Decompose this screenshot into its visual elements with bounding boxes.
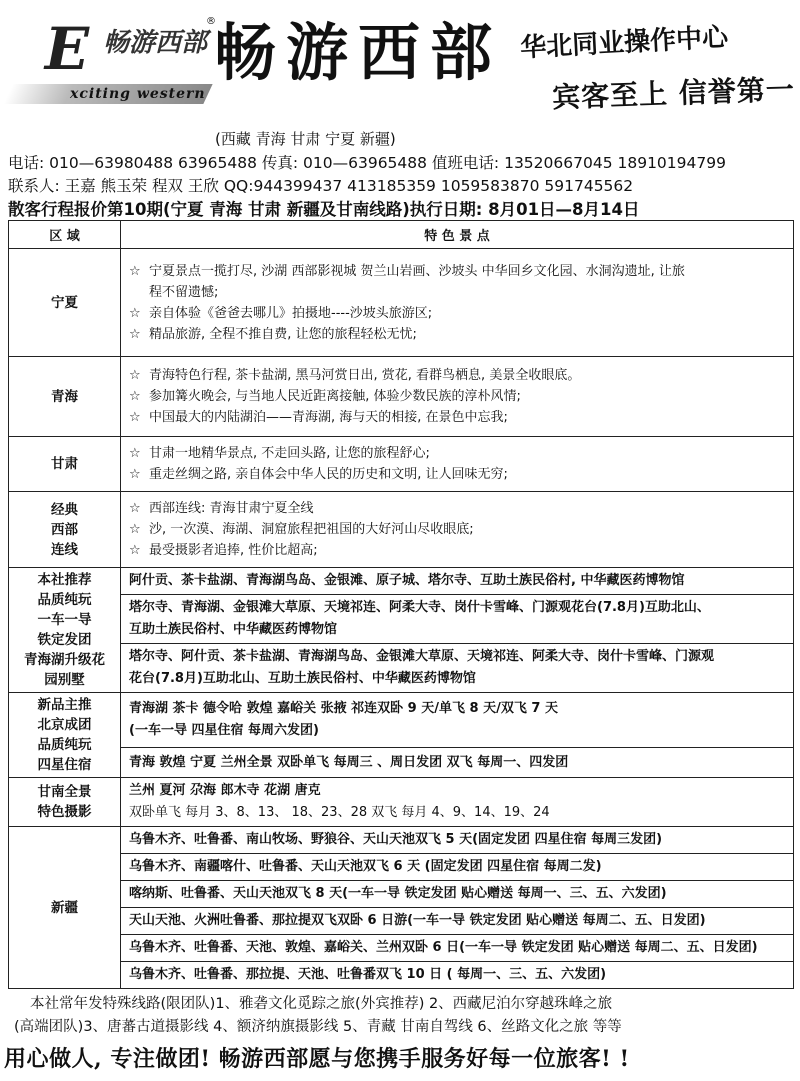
route-cell: 青海 敦煌 宁夏 兰州全景 双卧单飞 每周三 、周日发团 双飞 每周一、四发团 bbox=[121, 748, 794, 778]
table-row bbox=[9, 962, 794, 989]
registered-mark: ® bbox=[206, 16, 216, 27]
logo-chinese-name: 畅游西部 bbox=[103, 28, 208, 58]
route-cell: 青海湖 茶卡 德令哈 敦煌 嘉峪关 张掖 祁连双卧 9 天/单飞 8 天/双飞 7 天 (一车一导 四星住宿 每周六发团) bbox=[121, 693, 794, 748]
region-recommend: 本社推荐 品质纯玩 一车一导 铁定发团 青海湖升级花 园别墅 bbox=[9, 568, 121, 693]
page-header bbox=[0, 0, 800, 125]
region-classic-west: 经典 西部 连线 bbox=[9, 492, 121, 568]
list-item: ☆ 最受摄影者追捧, 性价比超高; bbox=[129, 540, 785, 561]
operations-center: 华北同业操作中心 bbox=[519, 22, 729, 64]
star-icon: ☆ bbox=[129, 305, 141, 321]
special-routes-line-2: (高端团队)3、唐蕃古道摄影线 4、额济纳旗摄影线 5、青藏 甘南自驾线 6、丝路文化之旅 等等 bbox=[14, 1019, 622, 1035]
region-ningxia: 宁夏 bbox=[9, 249, 121, 357]
logo-letter: E bbox=[44, 15, 90, 83]
list-item: ☆ 青海特色行程, 茶卡盐湖, 黑马河赏日出, 赏花, 看群鸟栖息, 美景全收眼底。 bbox=[129, 365, 785, 386]
list-item: ☆ 沙, 一次漠、海湖、洞窟旅程把祖国的大好河山尽收眼底; bbox=[129, 519, 785, 540]
list-item: ☆ 中国最大的内陆湖泊——青海湖, 海与天的相接, 在景色中忘我; bbox=[129, 407, 785, 428]
features-qinghai bbox=[121, 357, 794, 437]
features-ningxia bbox=[121, 249, 794, 357]
region-list: (西藏 青海 甘肃 宁夏 新疆) bbox=[215, 130, 396, 148]
list-item: ☆ 亲自体验《爸爸去哪儿》拍摄地----沙坡头旅游区; bbox=[129, 303, 785, 324]
list-item: ☆ 宁夏景点一揽打尽, 沙湖 西部影视城 贺兰山岩画、沙坡头 中华回乡文化园、水洞沟遗址, 让旅 bbox=[129, 261, 785, 282]
star-icon: ☆ bbox=[129, 501, 141, 516]
route-cell: 乌鲁木齐、吐鲁番、南山牧场、野狼谷、天山天池双飞 5 天(固定发团 四星住宿 每周三发团) bbox=[121, 827, 794, 854]
route-cell: 兰州 夏河 尕海 郎木寺 花湖 唐克 双卧单飞 每月 3、8、13、 18、23、28 双飞 每月 4、9、14、19、24 bbox=[121, 778, 794, 827]
logo-english-name: xciting western bbox=[70, 86, 206, 102]
list-item: ☆ 甘肃一地精华景点, 不走回头路, 让您的旅程舒心; bbox=[129, 443, 785, 464]
star-icon: ☆ bbox=[129, 446, 141, 461]
table-row bbox=[9, 644, 794, 693]
itinerary-table bbox=[8, 220, 794, 989]
table-row bbox=[9, 827, 794, 854]
star-icon: ☆ bbox=[129, 543, 141, 558]
table-row bbox=[9, 437, 794, 492]
list-item: ☆ 精品旅游, 全程不推自费, 让您的旅程轻松无忧; bbox=[129, 324, 785, 345]
route-cell: 乌鲁木齐、吐鲁番、天池、敦煌、嘉峪关、兰州双卧 6 日(一车一导 铁定发团 贴心赠送 每周二、五、日发团) bbox=[121, 935, 794, 962]
star-icon: ☆ bbox=[129, 263, 141, 279]
company-logo bbox=[8, 6, 216, 114]
star-icon: ☆ bbox=[129, 522, 141, 537]
table-header-row bbox=[9, 221, 794, 249]
table-row bbox=[9, 908, 794, 935]
table-row bbox=[9, 492, 794, 568]
table-row bbox=[9, 778, 794, 827]
region-xinjiang: 新疆 bbox=[9, 827, 121, 989]
special-routes-line-1: 本社常年发特殊线路(限团队)1、雅砻文化觅踪之旅(外宾推荐) 2、西藏尼泊尔穿越珠峰之旅 bbox=[30, 996, 613, 1012]
region-new-product: 新品主推 北京成团 品质纯玩 四星住宿 bbox=[9, 693, 121, 778]
route-cell: 天山天池、火洲吐鲁番、那拉提双飞双卧 6 日游(一车一导 铁定发团 贴心赠送 每周二、五、日发团) bbox=[121, 908, 794, 935]
contact-line: 联系人: 王嘉 熊玉荣 程双 王欣 QQ:944399437 413185359 1059583870 591745562 bbox=[8, 177, 634, 195]
brand-title: 畅游西部 bbox=[214, 16, 503, 89]
route-cell: 塔尔寺、青海湖、金银滩大草原、天境祁连、阿柔大寺、岗什卡雪峰、门源观花台(7.8月)互助北山、 互助土族民俗村、中华藏医药博物馆 bbox=[121, 595, 794, 644]
table-row bbox=[9, 854, 794, 881]
table-row bbox=[9, 249, 794, 357]
price-list-title: 散客行程报价第10期(宁夏 青海 甘肃 新疆及甘南线路)执行日期: 8月01日—8月14日 bbox=[8, 200, 640, 219]
star-icon: ☆ bbox=[129, 326, 141, 342]
region-column-header: 区 域 bbox=[9, 221, 121, 249]
header-slogan: 宾客至上 信誉第一 bbox=[551, 72, 796, 115]
table-row bbox=[9, 748, 794, 778]
feature-column-header: 特 色 景 点 bbox=[121, 221, 794, 249]
route-cell: 阿什贡、茶卡盐湖、青海湖鸟岛、金银滩、原子城、塔尔寺、互助土族民俗村, 中华藏医药博物馆 bbox=[121, 568, 794, 595]
region-gansu: 甘肃 bbox=[9, 437, 121, 492]
star-icon: ☆ bbox=[129, 410, 141, 425]
table-row bbox=[9, 568, 794, 595]
footer-slogan: 用心做人, 专注做团! 畅游西部愿与您携手服务好每一位旅客! ! bbox=[4, 1046, 630, 1072]
route-cell: 塔尔寺、阿什贡、茶卡盐湖、青海湖鸟岛、金银滩大草原、天境祁连、阿柔大寺、岗什卡雪峰、门源观 花台(7.8月)互助北山、互助土族民俗村、中华藏医药博物馆 bbox=[121, 644, 794, 693]
features-classic-west bbox=[121, 492, 794, 568]
star-icon: ☆ bbox=[129, 389, 141, 404]
region-gannan: 甘南全景 特色摄影 bbox=[9, 778, 121, 827]
route-cell: 乌鲁木齐、南疆喀什、吐鲁番、天山天池双飞 6 天 (固定发团 四星住宿 每周二发) bbox=[121, 854, 794, 881]
star-icon: ☆ bbox=[129, 368, 141, 383]
table-row bbox=[9, 595, 794, 644]
phone-line: 电话: 010—63980488 63965488 传真: 010—63965488 值班电话: 13520667045 18910194799 bbox=[8, 154, 726, 172]
region-qinghai: 青海 bbox=[9, 357, 121, 437]
table-row bbox=[9, 693, 794, 748]
table-row bbox=[9, 881, 794, 908]
route-cell: 乌鲁木齐、吐鲁番、那拉提、天池、吐鲁番双飞 10 日 ( 每周一、三、五、六发团) bbox=[121, 962, 794, 989]
list-item: ☆ 西部连线: 青海甘肃宁夏全线 bbox=[129, 498, 785, 519]
features-gansu bbox=[121, 437, 794, 492]
list-item: ☆ 参加篝火晚会, 与当地人民近距离接触, 体验少数民族的淳朴风情; bbox=[129, 386, 785, 407]
table-row bbox=[9, 357, 794, 437]
route-cell: 喀纳斯、吐鲁番、天山天池双飞 8 天(一车一导 铁定发团 贴心赠送 每周一、三、五、六发团) bbox=[121, 881, 794, 908]
table-row bbox=[9, 935, 794, 962]
star-icon: ☆ bbox=[129, 467, 141, 482]
list-item: ☆ 重走丝绸之路, 亲自体会中华人民的历史和文明, 让人回味无穷; bbox=[129, 464, 785, 485]
list-item-continued: 程不留遗憾; bbox=[149, 284, 219, 300]
